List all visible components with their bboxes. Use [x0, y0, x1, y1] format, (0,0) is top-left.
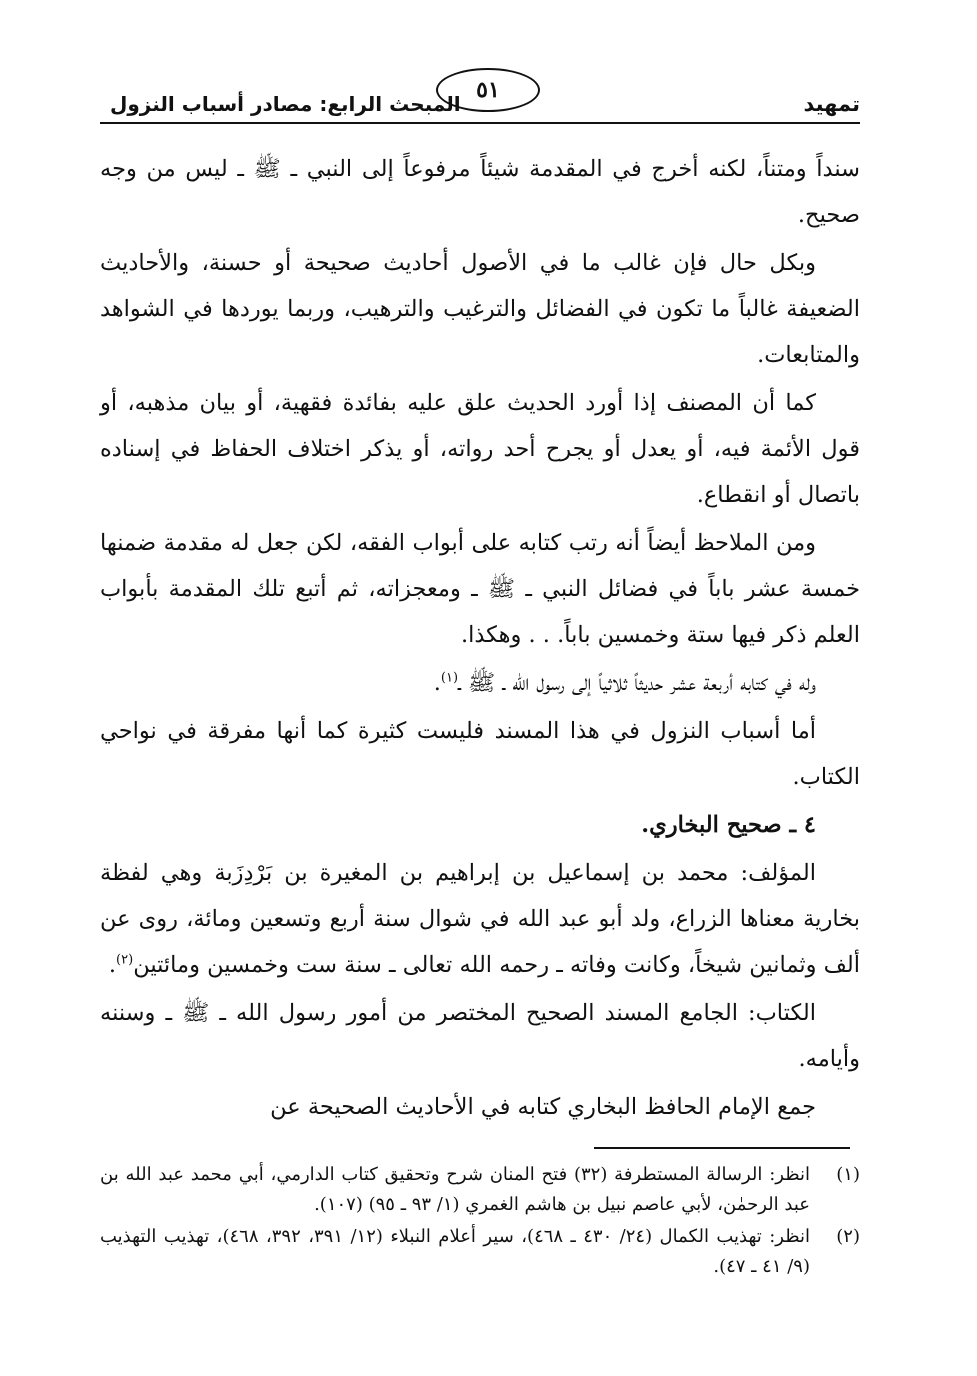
section-title: المبحث الرابع: مصادر أسباب النزول — [110, 92, 461, 116]
chapter-title: تمهيد — [803, 92, 860, 116]
footnotes — [100, 1160, 860, 1284]
footnote — [100, 1222, 860, 1282]
paragraph: وبكل حال فإن غالب ما في الأصول أحاديث صحيحة أو حسنة، والأحاديث الضعيفة غالباً ما تكون في الفضائل والترغيب والترهيب، وربما يوردها في الشواهد والمتابعات. — [100, 250, 860, 368]
footnote — [100, 1160, 860, 1220]
running-header — [100, 78, 860, 124]
paragraph — [100, 660, 860, 706]
footnote-number: (٢) — [836, 1226, 860, 1247]
page-number: ٥١ — [436, 68, 540, 112]
footnote-ref-1[interactable]: (١) — [440, 670, 459, 686]
footnote-ref-2[interactable]: (٢) — [116, 952, 134, 968]
paragraph-text: المؤلف: محمد بن إسماعيل بن إبراهيم بن المغيرة بن بَرْدِزَبة وهي لفظة بخارية معناها الزراع، ولد أبو عبد الله في شوال سنة أربع وتسعين ومائة، روى عن ألف وثمانين شيخاً، وكانت وفاته ـ رحمه الله تعالى ـ سنة ست وخمسين ومائتين — [100, 860, 860, 978]
paragraph: سنداً ومتناً، لكنه أخرج في المقدمة شيئاً مرفوعاً إلى النبي ـ ﷺ ـ ليس من وجه صحيح. — [100, 156, 860, 228]
paragraph-end: . — [108, 952, 117, 978]
footnote-text: انظر: الرسالة المستطرفة (٣٢) فتح المنان شرح وتحقيق كتاب الدارمي، أبي محمد عبد الله بن عبد الرحمٰن، لأبي عاصم نبيل بن هاشم الغمري (١/ ٩٣ ـ ٩٥) (١٠٧). — [100, 1164, 810, 1215]
main-text — [100, 146, 860, 1132]
paragraph: كما أن المصنف إذا أورد الحديث علق عليه بفائدة فقهية، أو بيان مذهبه، أو قول الأئمة فيه، أو يعدل أو يجرح أحد رواته، أو يذكر اختلاف الحفاظ في إسناده باتصال أو انقطاع. — [100, 390, 860, 508]
section-heading: ٤ ـ صحيح البخاري. — [641, 812, 816, 838]
paragraph: ومن الملاحظ أيضاً أنه رتب كتابه على أبواب الفقه، لكن جعل له مقدمة ضمنها خمسة عشر باباً في فضائل النبي ـ ﷺ ـ ومعجزاته، ثم أتبع تلك المقدمة بأبواب العلم ذكر فيها ستة وخمسين باباً. . . وهكذا. — [100, 530, 860, 648]
paragraph: الكتاب: الجامع المسند الصحيح المختصر من أمور رسول الله ـ ﷺ ـ وسننه وأيامه. — [100, 1000, 860, 1072]
paragraph: جمع الإمام الحافظ البخاري كتابه في الأحاديث الصحيحة عن — [270, 1094, 816, 1120]
footnote-separator — [594, 1147, 850, 1149]
footnote-number: (١) — [836, 1164, 860, 1185]
paragraph-text: وله في كتابه أربعة عشر حديثاً ثلاثياً إلى رسول الله ـ ﷺ ـ — [458, 670, 816, 696]
paragraph: أما أسباب النزول في هذا المسند فليست كثيرة كما أنها مفرقة في نواحي الكتاب. — [100, 718, 860, 790]
paragraph-end: . — [433, 670, 441, 696]
paragraph — [100, 850, 860, 988]
footnote-text: انظر: تهذيب الكمال (٢٤/ ٤٣٠ ـ ٤٦٨)، سير أعلام النبلاء (١٢/ ٣٩١، ٣٩٢، ٤٦٨)، تهذيب التهذيب (٩/ ٤١ ـ ٤٧). — [100, 1226, 811, 1277]
